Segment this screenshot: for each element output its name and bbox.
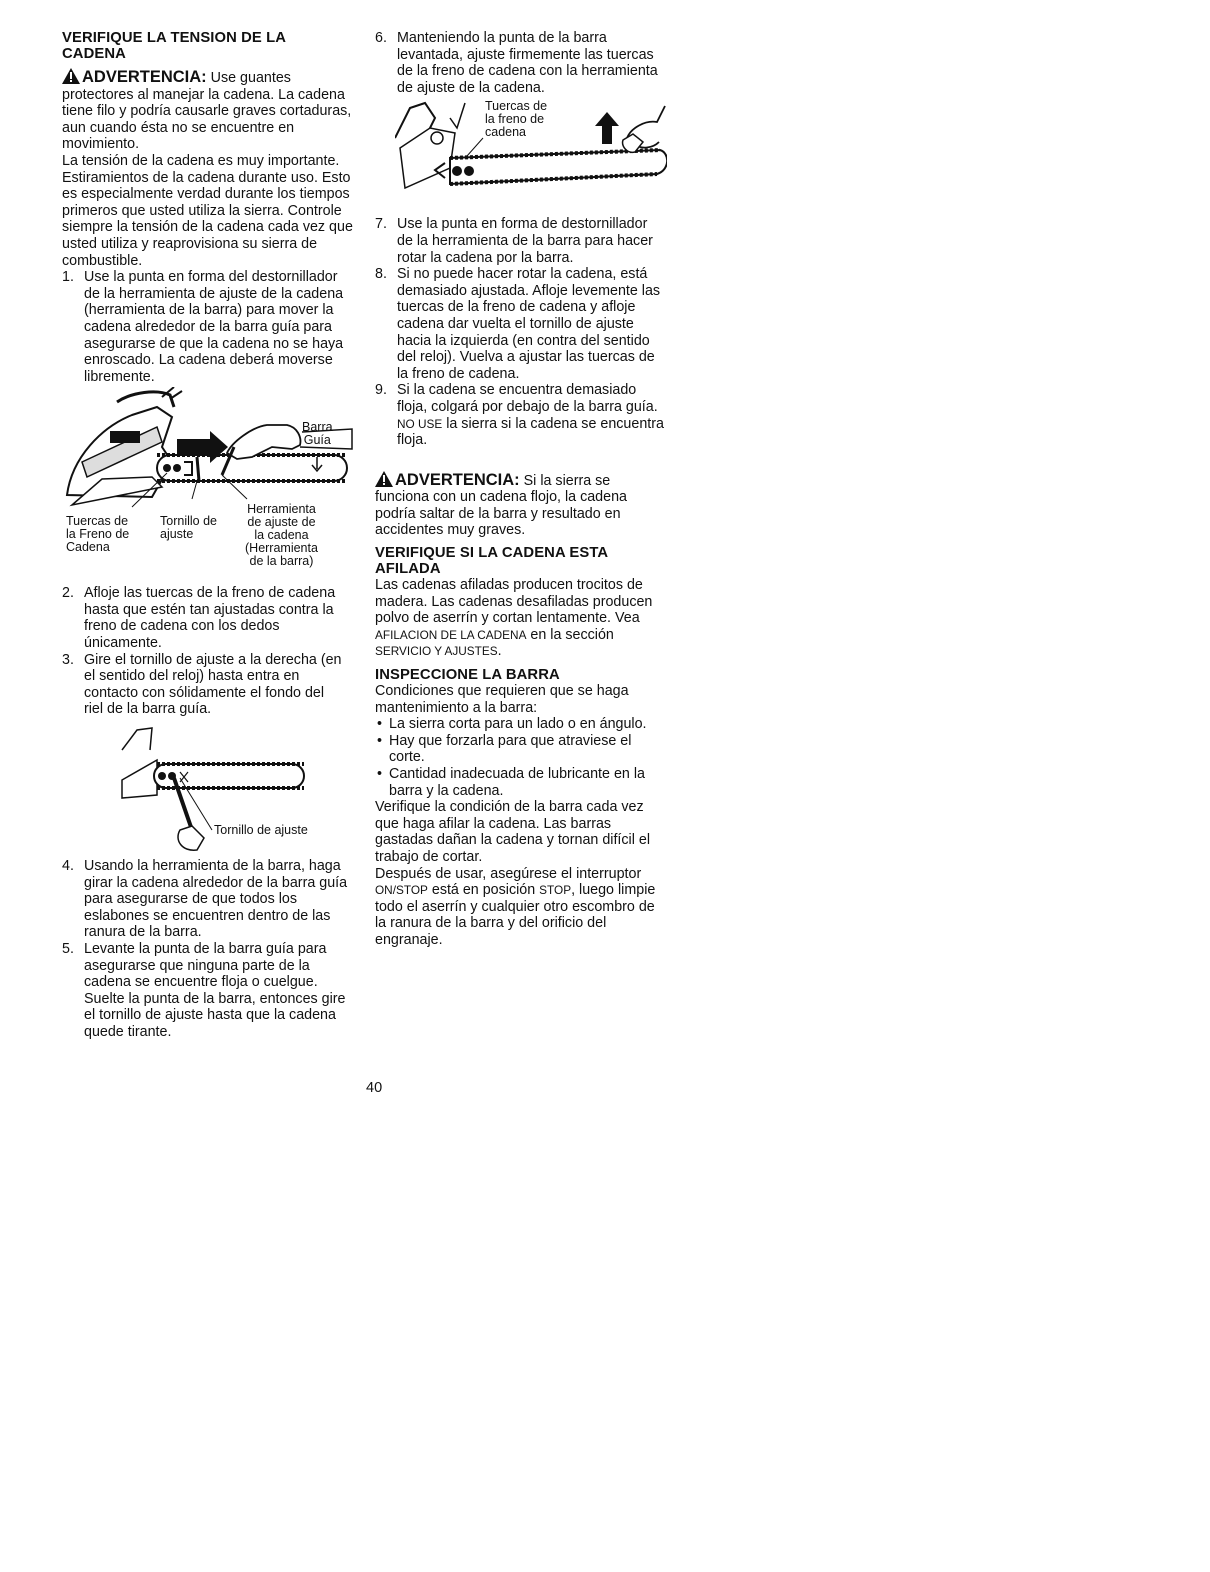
caps-stop: STOP — [539, 883, 572, 898]
no-use-caps: NO USE — [397, 416, 443, 431]
label-tuercas-freno: Tuercas de la Freno de Cadena — [66, 514, 130, 555]
step-number: 3. — [62, 651, 74, 668]
caps-on-stop: ON/STOP — [375, 883, 428, 898]
bullet-list — [375, 716, 667, 799]
label-tornillo-ajuste-2: Tornillo de ajuste — [214, 823, 308, 838]
label-tornillo-ajuste: Tornillo de ajuste — [160, 514, 217, 542]
sharpness-mid: en la sección — [526, 626, 614, 643]
warning-text: Si la sierra se funciona con un cadena flojo, la cadena podría saltar de la barra y resultado en accidentes muy graves. — [375, 472, 627, 539]
warning-label: ADVERTENCIA: — [82, 68, 207, 86]
list-item — [375, 216, 667, 266]
warning-triangle-icon — [375, 471, 393, 487]
adjust-screw-illustration — [62, 720, 354, 856]
list-item — [375, 716, 667, 733]
list-item — [375, 733, 667, 766]
step-text: Use la punta en forma del destornillador de la herramienta de ajuste de la cadena (herramienta de la barra) para mover la cadena alrededor de la barra guía para asegurarse de que la cadena no se haya enroscado. La cadena deberá moverse libremente. — [84, 269, 344, 385]
step-9-text — [397, 382, 667, 448]
right-column — [375, 30, 667, 949]
section-heading-inspect-bar: INSPECCIONE LA BARRA — [375, 667, 560, 684]
bar-p2c: , luego limpie todo el aserrín y cualquier otro escombro de la ranura de la barra y del orificio del engranaje. — [375, 882, 656, 948]
step-text: Manteniendo la punta de la barra levantada, ajuste firmemente las tuercas de la freno de cadena con la herramienta de ajuste de la cadena. — [397, 30, 658, 96]
steps-list-d — [375, 30, 667, 96]
step-text: Use la punta en forma de destornillador de la herramienta de la barra para hacer rotar la cadena por la barra. — [397, 216, 653, 266]
step-number: 5. — [62, 941, 74, 957]
tension-intro: La tensión de la cadena es muy importante. Estiramientos de la cadena durante uso. Esto es especialmente verdad durante los tiempos primeros que usted utiliza la sierra. Controle siempre la tensión de la cadena cada vez que usted utiliza y reaprovisiona su sierra de combustible. — [62, 152, 353, 269]
bullet-text: Hay que forzarla para que atraviese el corte. — [389, 732, 632, 766]
step-number: 7. — [375, 216, 387, 233]
step-text: Si no puede hacer rotar la cadena, está demasiado ajustada. Afloje levemente las tuercas de la freno de cadena y afloje cadena dar vuelta el tornillo de ajuste hacia la izquierda (en contra del sentido del reloj). Vuelva a ajustar las tuercas de la freno de cadena. — [397, 266, 661, 382]
bullet-text: La sierra corta para un lado o en ángulo. — [389, 716, 647, 733]
step-number: 8. — [375, 266, 387, 283]
warning-gloves — [62, 68, 354, 153]
step-number: 2. — [62, 585, 74, 602]
left-column — [62, 30, 354, 1041]
list-item — [62, 585, 354, 651]
bullet: • — [377, 716, 383, 733]
sharpness-text — [375, 577, 667, 660]
page-number: 40 — [366, 1080, 383, 1096]
figure-chain-tension — [62, 387, 354, 583]
step-number: 4. — [62, 858, 74, 875]
bullet: • — [377, 732, 383, 749]
steps-list-e — [375, 216, 667, 448]
warning-text: Use guantes protectores al manejar la cadena. La cadena tiene filo y podría causarle graves cortaduras, aun cuando ésta no se encuentre en movimiento. — [62, 70, 352, 153]
bar-paragraph-1: Verifique la condición de la barra cada vez que haga afilar la cadena. Las barras gastadas dañan la cadena y tornan difícil el trabajo de cortar. — [375, 799, 651, 865]
bullet: • — [377, 766, 383, 782]
list-item — [62, 858, 354, 941]
step-text: Gire el tornillo de ajuste a la derecha (en el sentido del reloj) hasta entra en contacto con sólidamente el fondo del riel de la barra guía. — [84, 651, 342, 718]
figure-adjust-screw — [62, 720, 354, 856]
step-text: Si la cadena se encuentra demasiado floja, colgará por debajo de la barra guía. — [397, 382, 658, 415]
sharpness-end: . — [497, 643, 502, 660]
step-number: 1. — [62, 269, 74, 286]
step-text: Levante la punta de la barra guía para asegurarse que ninguna parte de la cadena se encuentre floja o cuelgue. Suelte la punta de la barra, entonces gire el tornillo de ajuste hasta que la cadena quede tirante. — [84, 941, 346, 1040]
warning-label: ADVERTENCIA: — [395, 470, 520, 489]
caps-servicio: SERVICIO Y AJUSTES — [375, 644, 498, 659]
warning-loose-chain — [375, 471, 667, 539]
step-9-tail: la sierra si la cadena se encuentra floja. — [397, 415, 664, 449]
list-item — [375, 766, 667, 799]
warning-triangle-icon — [62, 68, 80, 84]
list-item — [375, 30, 667, 96]
sharpness-body: Las cadenas afiladas producen trocitos de madera. Las cadenas desafiladas producen polvo de aserrín y cortan lentamente. Vea — [375, 577, 653, 627]
step-text: Afloje las tuercas de la freno de cadena hasta que estén tan ajustadas contra la freno de cadena con los dedos únicamente. — [84, 585, 336, 652]
label-tuercas-freno-2: Tuercas de la freno de cadena — [485, 99, 548, 140]
bar-p2b: está en posición — [427, 882, 540, 899]
steps-list-c — [62, 858, 354, 1041]
list-item — [62, 269, 354, 385]
steps-list-a — [62, 269, 354, 385]
bar-p2a: Después de usar, asegúrese el interruptor — [375, 865, 642, 882]
section-heading-sharpness: VERIFIQUE SI LA CADENA ESTA AFILADA — [375, 545, 608, 578]
section-heading-chain-tension: VERIFIQUE LA TENSION DE LA CADENA — [62, 30, 286, 62]
list-item — [375, 266, 667, 382]
bar-paragraph-2 — [375, 866, 667, 949]
bar-intro: Condiciones que requieren que se haga mantenimiento a la barra: — [375, 683, 629, 716]
step-number: 9. — [375, 382, 387, 399]
list-item — [62, 652, 354, 718]
list-item — [375, 382, 667, 448]
figure-tighten-nuts — [395, 98, 687, 214]
steps-list-b — [62, 585, 354, 718]
caps-afilacion: AFILACION DE LA CADENA — [375, 627, 527, 642]
list-item — [62, 941, 354, 1041]
label-herramienta: Herramienta de ajuste de la cadena (Herramienta de la barra) — [245, 502, 318, 569]
step-number: 6. — [375, 30, 387, 46]
label-barra-guia: Barra Guía — [302, 420, 333, 448]
step-text: Usando la herramienta de la barra, haga girar la cadena alrededor de la barra guía para asegurarse de que todos los eslabones se encuentren dentro de las ranura de la barra. — [84, 858, 348, 941]
bullet-text: Cantidad inadecuada de lubricante en la barra y la cadena. — [389, 766, 645, 799]
